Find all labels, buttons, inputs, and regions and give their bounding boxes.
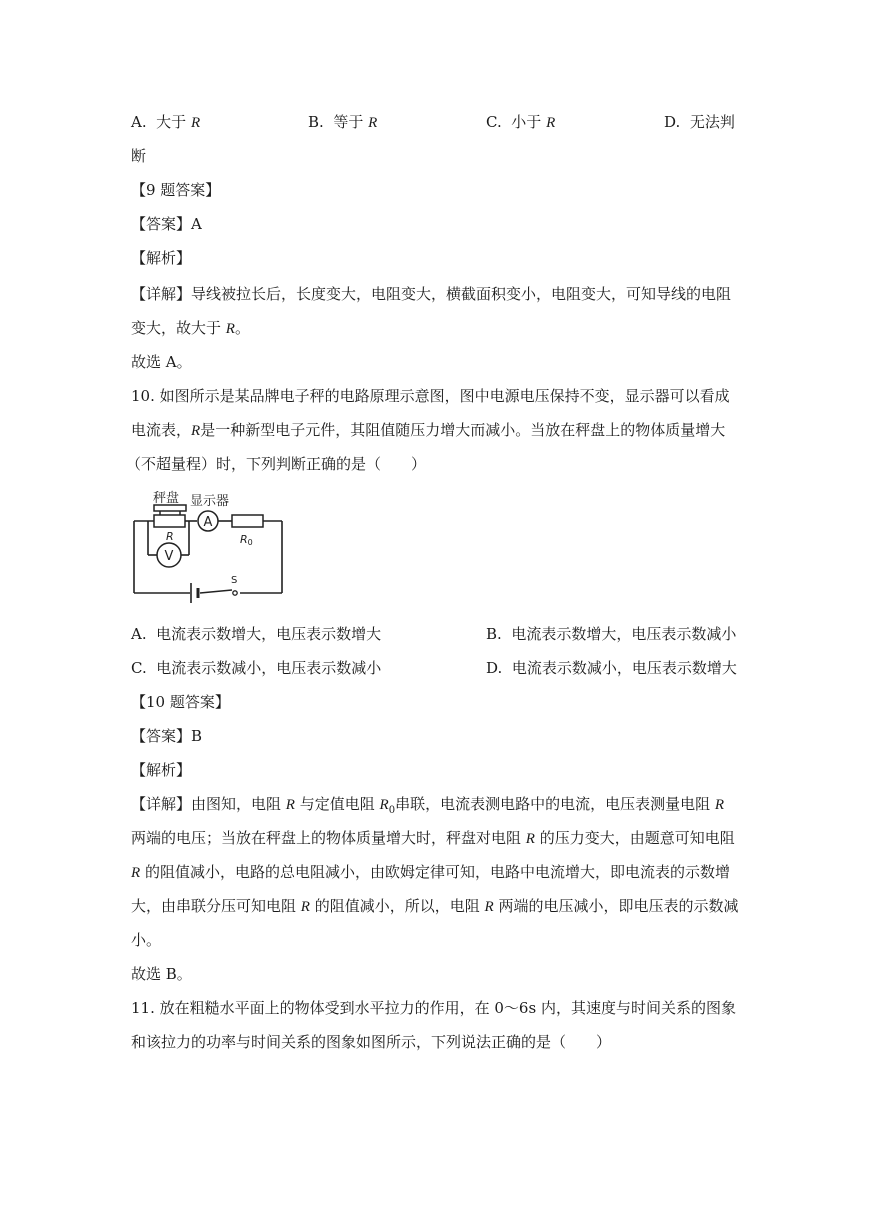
q9-detail-line1: 【详解】导线被拉长后，长度变大，电阻变大，横截面积变小，电阻变大，可知导线的电阻 <box>131 285 732 303</box>
q10-answer-header: 【10 题答案】 <box>131 693 230 711</box>
q9-option-b: B. 等于 R <box>308 113 378 131</box>
q10-conclusion: 故选 B。 <box>131 965 192 983</box>
q10-stem-line1: 10. 如图所示是某品牌电子秤的电路原理示意图，图中电源电压保持不变，显示器可以看成 <box>131 387 730 405</box>
q9-option-a: A. 大于 R <box>131 113 201 131</box>
pan-label: 秤盘 <box>153 491 180 506</box>
q10-answer: 【答案】B <box>131 727 203 745</box>
switch-symbol <box>233 591 237 595</box>
q9-detail-line2: 变大，故大于 R。 <box>131 319 250 337</box>
display-label: 显示器 <box>190 494 230 509</box>
q9-option-d-wrap: 断 <box>131 147 147 165</box>
r0-label: R0 <box>240 533 253 547</box>
q9-answer: 【答案】A <box>131 215 202 233</box>
r-label: R <box>166 530 174 543</box>
q10-stem-line3: （不超量程）时，下列判断正确的是（ ） <box>126 455 427 473</box>
switch-label: S <box>231 575 238 586</box>
voltmeter-label: V <box>164 549 174 564</box>
q10-detail-line4: 大，由串联分压可知电阻 R 的阻值减小，所以，电阻 R 两端的电压减小，即电压表的示数减 <box>131 897 739 915</box>
q10-analysis: 【解析】 <box>131 761 192 779</box>
q9-answer-header: 【9 题答案】 <box>131 181 221 199</box>
q9-analysis: 【解析】 <box>131 249 192 267</box>
battery-symbol <box>191 583 198 603</box>
circuit-diagram <box>128 488 293 606</box>
q10-stem-line2: 电流表，R是一种新型电子元件，其阻值随压力增大而减小。当放在秤盘上的物体质量增大 <box>131 421 726 439</box>
ammeter-label: A <box>203 515 213 530</box>
q11-stem-line2: 和该拉力的功率与时间关系的图象如图所示，下列说法正确的是（ ） <box>131 1033 612 1051</box>
q10-option-a: A. 电流表示数增大，电压表示数增大 <box>131 625 382 643</box>
q9-option-d: D. 无法判 <box>664 113 735 131</box>
scale-pan <box>154 505 186 515</box>
resistor-r <box>154 515 185 527</box>
q11-stem-line1: 11. 放在粗糙水平面上的物体受到水平拉力的作用，在 0～6s 内，其速度与时间关系的图象 <box>131 999 736 1017</box>
q10-option-b: B. 电流表示数增大，电压表示数减小 <box>486 625 737 643</box>
q10-option-c: C. 电流表示数减小，电压表示数减小 <box>131 659 382 677</box>
q10-detail-line2: 两端的电压；当放在秤盘上的物体质量增大时，秤盘对电阻 R 的压力变大，由题意可知电阻 <box>131 829 735 847</box>
q10-detail-line5: 小。 <box>131 931 162 949</box>
resistor-r0 <box>232 515 263 527</box>
q10-detail-line3: R 的阻值减小，电路的总电阻减小，由欧姆定律可知，电路中电流增大，即电流表的示数增 <box>131 863 730 881</box>
q10-option-d: D. 电流表示数减小，电压表示数增大 <box>486 659 737 677</box>
q9-conclusion: 故选 A。 <box>131 353 192 371</box>
q10-detail-line1: 【详解】由图知，电阻 R 与定值电阻 $R_0$串联，电流表测电路中的电流，电压表测量电阻 R <box>131 795 725 816</box>
q9-option-c: C. 小于 R <box>486 113 556 131</box>
